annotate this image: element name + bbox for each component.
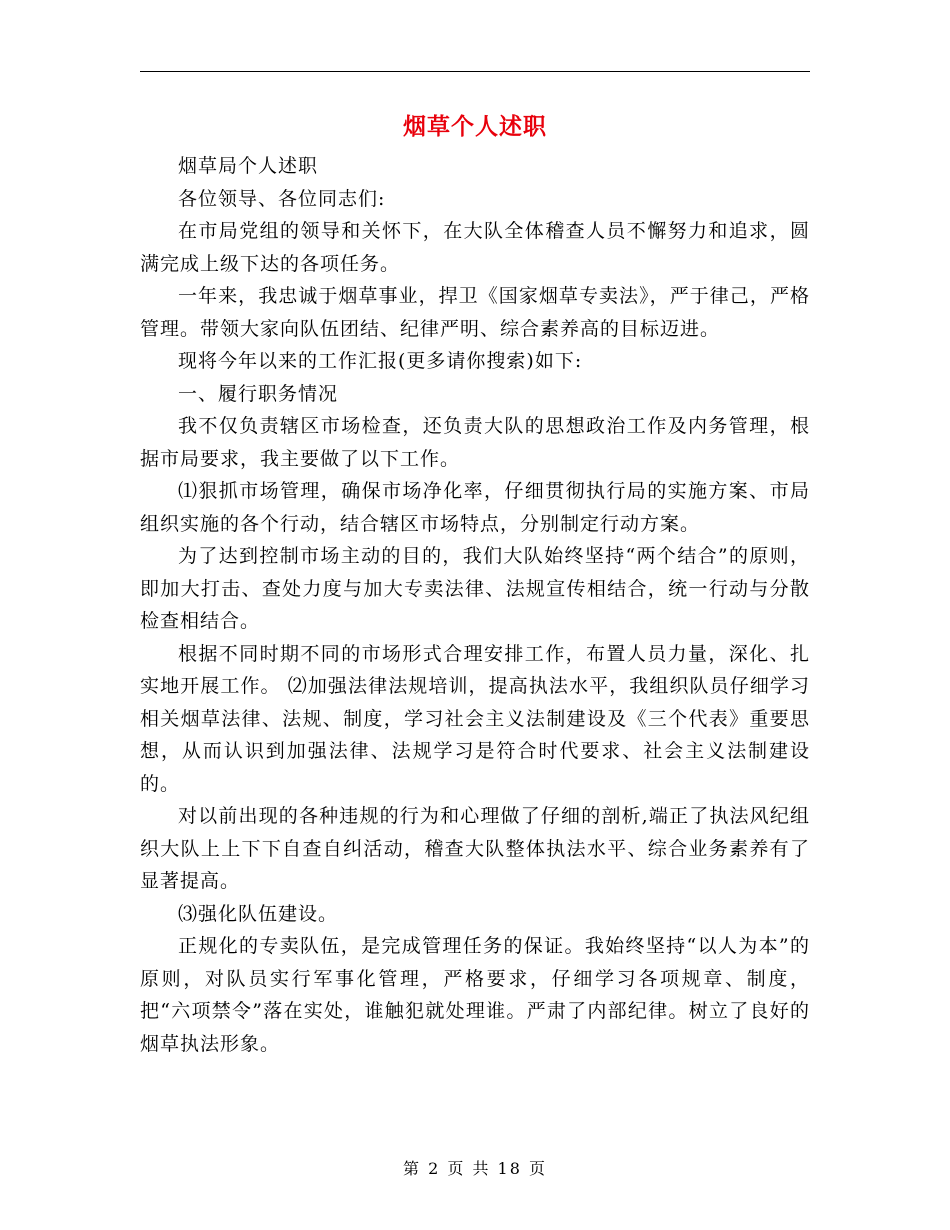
page-number: 第 2 页 共 18 页 xyxy=(403,1159,547,1178)
paragraph: 正规化的专卖队伍，是完成管理任务的保证。我始终坚持“以人为本”的原则，对队员实行军事化管理，严格要求，仔细学习各项规章、制度，把“六项禁令”落在实处，谁触犯就处理谁。严肃了内部纪律。树立了良好的烟草执法形象。 xyxy=(140,935,810,1055)
paragraph-salutation: 各位领导、各位同志们: xyxy=(178,187,386,210)
document-body xyxy=(140,150,810,1060)
paragraph: 我不仅负责辖区市场检查，还负责大队的思想政治工作及内务管理，根据市局要求，我主要做了以下工作。 xyxy=(140,415,810,470)
paragraph: 一年来，我忠诚于烟草事业，捍卫《国家烟草专卖法》，严于律己，严格管理。带领大家向队伍团结、纪律严明、综合素养高的目标迈进。 xyxy=(140,285,810,340)
paragraph: 在市局党组的领导和关怀下，在大队全体稽查人员不懈努力和追求，圆满完成上级下达的各项任务。 xyxy=(140,220,810,275)
paragraph: 根据不同时期不同的市场形式合理安排工作，布置人员力量，深化、扎实地开展工作。 ⑵加强法律法规培训，提高执法水平，我组织队员仔细学习相关烟草法律、法规、制度，学习社会主义法制建设及《三个代表》重要思想，从而认识到加强法律、法规学习是符合时代要求、社会主义法制建设的。 xyxy=(140,642,810,795)
section-heading: 一、履行职务情况 xyxy=(178,382,339,405)
header-rule xyxy=(140,71,810,72)
document-title: 烟草个人述职 xyxy=(403,114,547,140)
paragraph: 现将今年以来的工作汇报(更多请你搜索)如下: xyxy=(178,350,583,372)
paragraph: 为了达到控制市场主动的目的，我们大队始终坚持“两个结合”的原则，即加大打击、查处力度与加大专卖法律、法规宣传相结合，统一行动与分散检查相结合。 xyxy=(140,545,810,632)
paragraph: 对以前出现的各种违规的行为和心理做了仔细的剖析,端正了执法风纪组织大队上上下下自查自纠活动，稽查大队整体执法水平、综合业务素养有了显著提高。 xyxy=(140,805,810,892)
paragraph-subtitle: 烟草局个人述职 xyxy=(178,155,319,177)
paragraph: ⑴狠抓市场管理，确保市场净化率，仔细贯彻执行局的实施方案、市局组织实施的各个行动，结合辖区市场特点，分别制定行动方案。 xyxy=(140,480,810,535)
paragraph: ⑶强化队伍建设。 xyxy=(178,902,339,925)
